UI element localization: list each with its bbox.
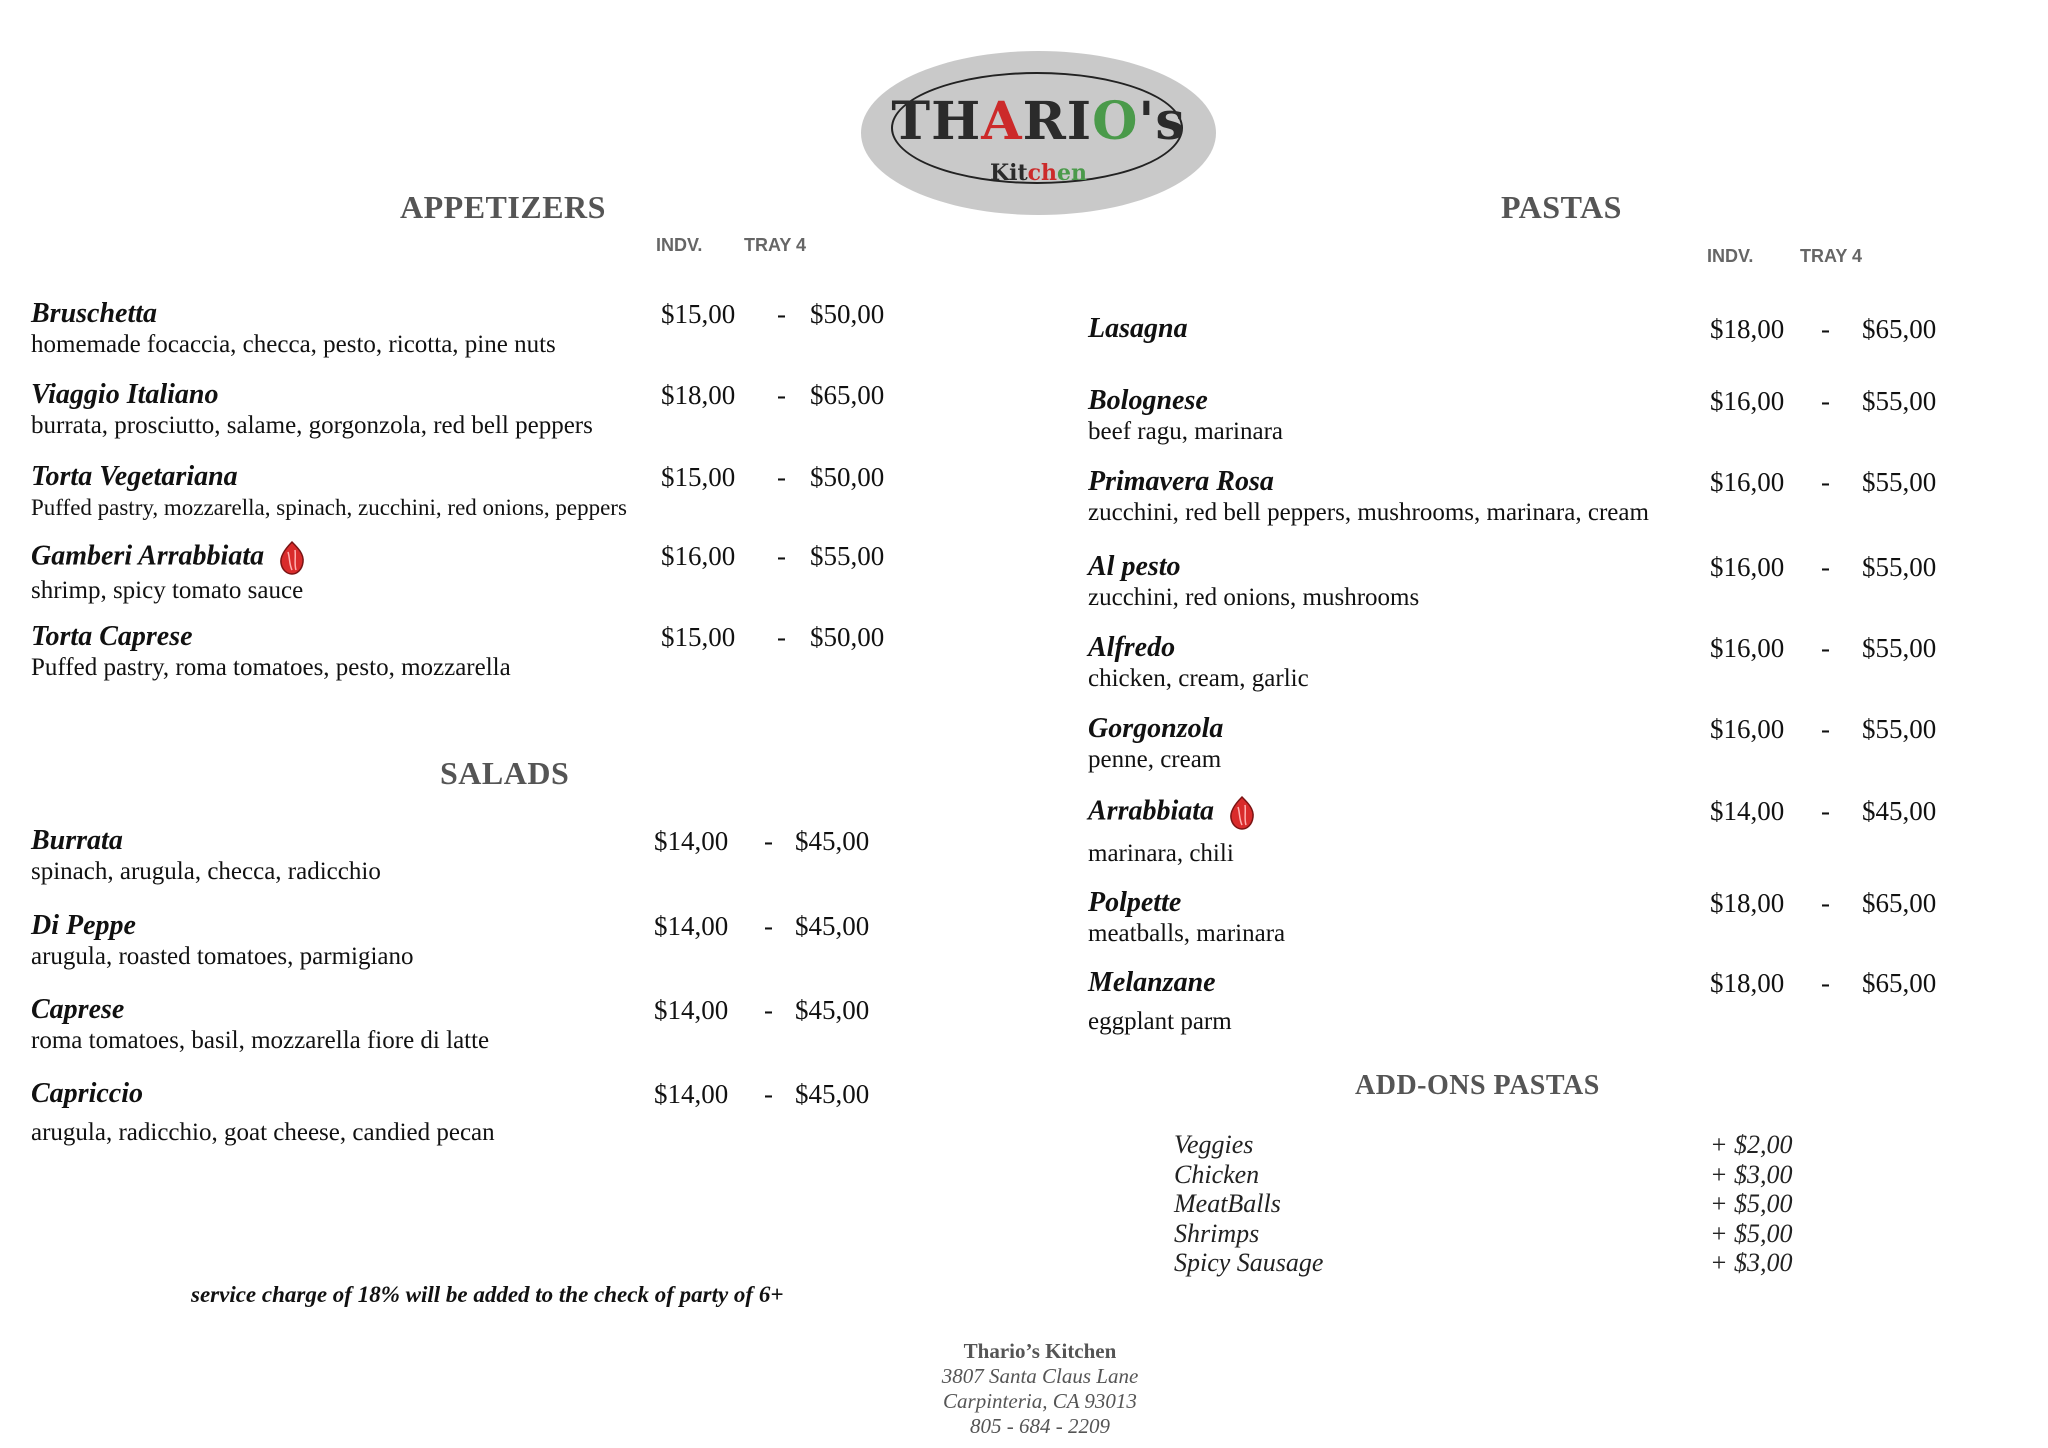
price-separator: - [1821,314,1830,344]
item-name [31,540,306,576]
appetizers-indv-header: INDV. [656,235,703,255]
appetizers-item [31,298,556,360]
pastas-item [1088,385,1283,447]
pastas-item [1088,632,1309,694]
item-description: zucchini, red onions, mushrooms [1088,584,1420,611]
addon-name: MeatBalls [1174,1189,1281,1218]
price-individual: $14,00 [654,1079,729,1109]
item-description: marinara, chili [1088,840,1234,867]
appetizers-title: APPETIZERS [400,189,606,225]
item-name-text: Primavera Rosa [1088,466,1274,497]
addon-name: Spicy Sausage [1174,1248,1324,1277]
appetizers-item [31,461,627,523]
item-name-text: Gorgonzola [1088,713,1224,744]
appetizers-item [31,540,306,606]
appetizers-item [31,379,593,441]
pastas-item [1088,466,1649,528]
item-name-text: Capriccio [31,1078,143,1109]
price-tray: $55,00 [1862,714,1937,744]
price-tray: $65,00 [1862,888,1937,918]
price-separator: - [1821,968,1830,998]
item-name-text: Burrata [31,825,123,856]
price-separator: - [1821,796,1830,826]
price-separator: - [777,299,786,329]
item-name [31,379,593,411]
item-description: meatballs, marinara [1088,920,1286,947]
addon-price: + $5,00 [1710,1218,1793,1248]
price-separator: - [777,622,786,652]
item-name [1088,551,1419,583]
price-tray: $55,00 [1862,386,1937,416]
price-separator: - [1821,386,1830,416]
price-tray: $55,00 [1862,467,1937,497]
price-separator: - [777,380,786,410]
price-separator: - [1821,552,1830,582]
pastas-item [1088,967,1232,1037]
item-name-text: Lasagna [1088,313,1188,344]
appetizers-item [31,621,511,683]
price-tray: $55,00 [810,541,885,571]
price-tray: $55,00 [1862,633,1937,663]
price-individual: $16,00 [661,541,736,571]
logo-title: THARIO's [891,91,1186,152]
price-separator: - [1821,467,1830,497]
item-description: beef ragu, marinara [1088,418,1284,445]
addon-price: + $3,00 [1710,1159,1793,1189]
service-charge-note: service charge of 18% will be added to the check of party of 6+ [191,1282,784,1307]
addon-name: Shrimps [1174,1218,1260,1248]
price-tray: $45,00 [795,826,870,856]
price-separator: - [777,541,786,571]
price-tray: $45,00 [795,911,870,941]
item-name-text: Alfredo [1088,632,1176,663]
pastas-item [1088,795,1256,869]
price-separator: - [1821,714,1830,744]
item-name [1088,385,1283,417]
logo-subtitle: Kitchen [989,160,1088,186]
pastas-title: PASTAS [1501,189,1622,225]
item-name-text: Di Peppe [31,910,136,941]
price-individual: $14,00 [654,911,729,941]
item-name-text: Torta Caprese [31,621,193,652]
price-tray: $45,00 [795,995,870,1025]
price-individual: $16,00 [1710,633,1785,663]
price-individual: $18,00 [661,380,736,410]
price-individual: $14,00 [654,995,729,1025]
salads-item [31,1078,495,1148]
item-name-text: Gamberi Arrabbiata [31,540,265,572]
pastas-tray-header: TRAY 4 [1800,246,1863,266]
item-name-text: Arrabbiata [1088,795,1215,827]
price-tray: $65,00 [810,380,885,410]
price-individual: $18,00 [1710,888,1785,918]
price-individual: $15,00 [661,299,736,329]
price-tray: $50,00 [810,622,885,652]
price-individual: $14,00 [1710,796,1785,826]
price-separator: - [764,1079,773,1109]
item-name [1088,466,1649,498]
price-tray: $45,00 [795,1079,870,1109]
item-name [31,298,556,330]
item-description: roma tomatoes, basil, mozzarella fiore di latte [31,1027,490,1054]
item-name [31,910,414,942]
price-separator: - [764,826,773,856]
item-description: Puffed pastry, roma tomatoes, pesto, mozzarella [31,654,511,681]
addon-price: + $5,00 [1710,1189,1793,1218]
price-separator: - [1821,633,1830,663]
price-individual: $16,00 [1710,552,1785,582]
item-name-text: Melanzane [1088,967,1216,998]
item-name [1088,713,1223,745]
footer-name: Thario’s Kitchen [963,1339,1117,1363]
pastas-item [1088,551,1419,613]
item-name [31,994,489,1026]
price-individual: $18,00 [1710,314,1785,344]
item-name [1088,967,1232,999]
salads-item [31,910,414,972]
item-name [1088,887,1285,919]
item-name [31,1078,495,1110]
footer-phone: 805 - 684 - 2209 [970,1414,1110,1438]
addon-name: Veggies [1174,1130,1254,1159]
price-separator: - [1821,888,1830,918]
pastas-item [1088,313,1188,345]
addon-price: + $2,00 [1710,1130,1793,1159]
item-description: homemade focaccia, checca, pesto, ricotta, pine nuts [31,331,556,358]
item-description: eggplant parm [1088,1008,1232,1035]
salads-item [31,994,489,1056]
item-name [1088,795,1256,831]
item-name-text: Polpette [1088,887,1182,918]
item-description: zucchini, red bell peppers, mushrooms, marinara, cream [1088,499,1649,526]
item-name-text: Caprese [31,994,125,1025]
price-tray: $65,00 [1862,314,1937,344]
price-separator: - [764,911,773,941]
footer-city: Carpinteria, CA 93013 [943,1389,1137,1413]
chili-pepper-icon [278,540,306,576]
item-description: shrimp, spicy tomato sauce [31,577,304,604]
footer-address: 3807 Santa Claus Lane [941,1364,1139,1388]
item-name [31,461,627,493]
item-name-text: Bolognese [1088,385,1208,416]
item-name-text: Al pesto [1088,551,1181,582]
chili-pepper-icon [1228,795,1256,831]
pastas-item [1088,887,1285,949]
price-separator: - [764,995,773,1025]
price-individual: $16,00 [1710,467,1785,497]
price-individual: $16,00 [1710,714,1785,744]
item-name [31,621,511,653]
price-individual: $18,00 [1710,968,1785,998]
item-name-text: Bruschetta [31,298,158,329]
item-name-text: Viaggio Italiano [31,379,219,410]
price-individual: $14,00 [654,826,729,856]
item-description: Puffed pastry, mozzarella, spinach, zucchini, red onions, peppers [31,495,627,520]
addon-name: Chicken [1174,1159,1260,1189]
addon-price: + $3,00 [1710,1248,1793,1277]
item-name [31,825,381,857]
item-description: arugula, roasted tomatoes, parmigiano [31,943,414,970]
salads-item [31,825,381,887]
price-tray: $45,00 [1862,796,1937,826]
pastas-indv-header: INDV. [1707,246,1754,266]
pastas-item [1088,713,1223,775]
item-name-text: Torta Vegetariana [31,461,238,492]
item-description: chicken, cream, garlic [1088,665,1309,692]
item-name [1088,632,1309,664]
price-tray: $55,00 [1862,552,1937,582]
footer [840,1338,1240,1439]
price-individual: $15,00 [661,622,736,652]
price-tray: $50,00 [810,299,885,329]
addons-title: ADD-ONS PASTAS [1355,1070,1600,1101]
price-individual: $16,00 [1710,386,1785,416]
item-description: arugula, radicchio, goat cheese, candied pecan [31,1119,495,1146]
price-tray: $50,00 [810,462,885,492]
item-name [1088,313,1188,345]
item-description: spinach, arugula, checca, radicchio [31,858,381,885]
price-individual: $15,00 [661,462,736,492]
salads-title: SALADS [440,755,570,791]
price-tray: $65,00 [1862,968,1937,998]
item-description: burrata, prosciutto, salame, gorgonzola, red bell peppers [31,412,593,439]
item-description: penne, cream [1088,746,1222,773]
appetizers-tray-header: TRAY 4 [744,235,807,255]
price-separator: - [777,462,786,492]
